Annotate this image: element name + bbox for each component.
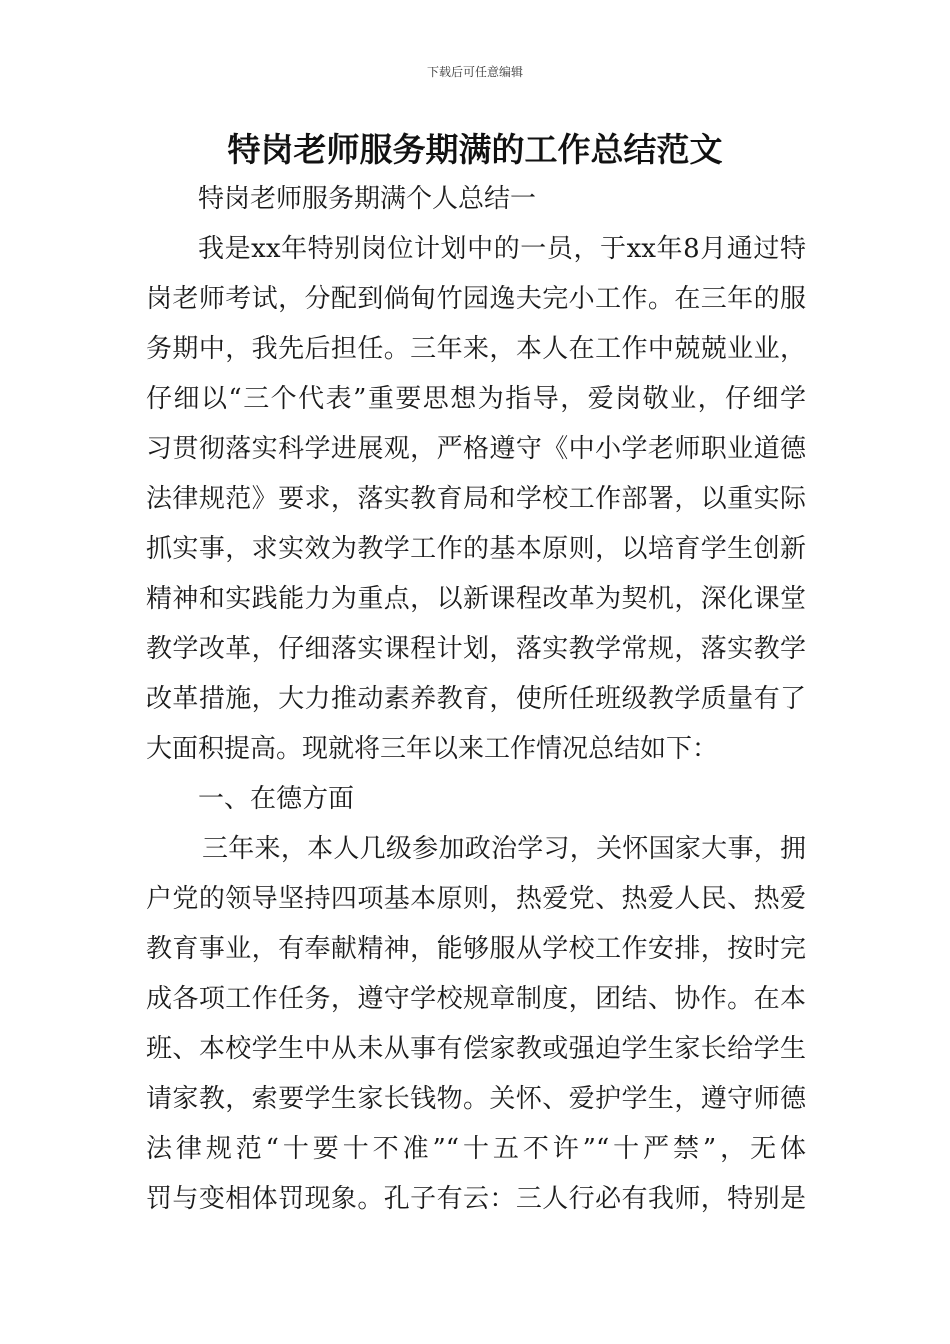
document-title: 特岗老师服务期满的工作总结范文 — [227, 130, 723, 169]
text-line: 务期中，我先后担任。三年来，本人在工作中兢兢业业， — [146, 334, 806, 364]
document-body — [146, 174, 806, 1224]
text-line: 教育事业，有奉献精神，能够服从学校工作安排，按时完 — [146, 934, 806, 964]
text-line: 罚与变相体罚现象。孔子有云：三人行必有我师，特别是 — [146, 1184, 806, 1214]
text-line: 习贯彻落实科学进展观，严格遵守《中小学老师职业道德 — [146, 434, 806, 464]
text-line: 精神和实践能力为重点，以新课程改革为契机，深化课堂 — [146, 584, 806, 614]
text-line: 我是xx年特别岗位计划中的一员，于xx年8月通过特 — [198, 234, 806, 264]
text-line: 请家教，索要学生家长钱物。关怀、爱护学生，遵守师德 — [146, 1084, 806, 1114]
text-line: 改革措施，大力推动素养教育，使所任班级教学质量有了 — [146, 684, 806, 714]
text-line: 大面积提高。现就将三年以来工作情况总结如下： — [146, 734, 719, 764]
text-line: 法律规范“十要十不准”“十五不许”“十严禁”，无体 — [146, 1134, 806, 1164]
text-line: 岗老师考试，分配到倘甸竹园逸夫完小工作。在三年的服 — [146, 284, 806, 314]
subtitle-line: 特岗老师服务期满个人总结一 — [198, 184, 537, 214]
text-line: 仔细以“三个代表”重要思想为指导，爱岗敬业，仔细学 — [146, 384, 806, 414]
text-line: 班、本校学生中从未从事有偿家教或强迫学生家长给学生 — [146, 1034, 806, 1064]
text-line: 法律规范》要求，落实教育局和学校工作部署，以重实际 — [146, 484, 806, 514]
header-note: 下载后可任意编辑 — [426, 65, 523, 79]
text-line: 教学改革，仔细落实课程计划，落实教学常规，落实教学 — [146, 634, 806, 664]
section-heading: 一、在德方面 — [198, 784, 355, 814]
text-line: 成各项工作任务，遵守学校规章制度，团结、协作。在本 — [146, 984, 806, 1014]
text-line: 户党的领导坚持四项基本原则，热爱党、热爱人民、热爱 — [146, 884, 806, 914]
text-line: 抓实事，求实效为教学工作的基本原则，以培育学生创新 — [146, 534, 806, 564]
text-line: 三年来，本人几级参加政治学习，关怀国家大事，拥 — [202, 834, 806, 864]
